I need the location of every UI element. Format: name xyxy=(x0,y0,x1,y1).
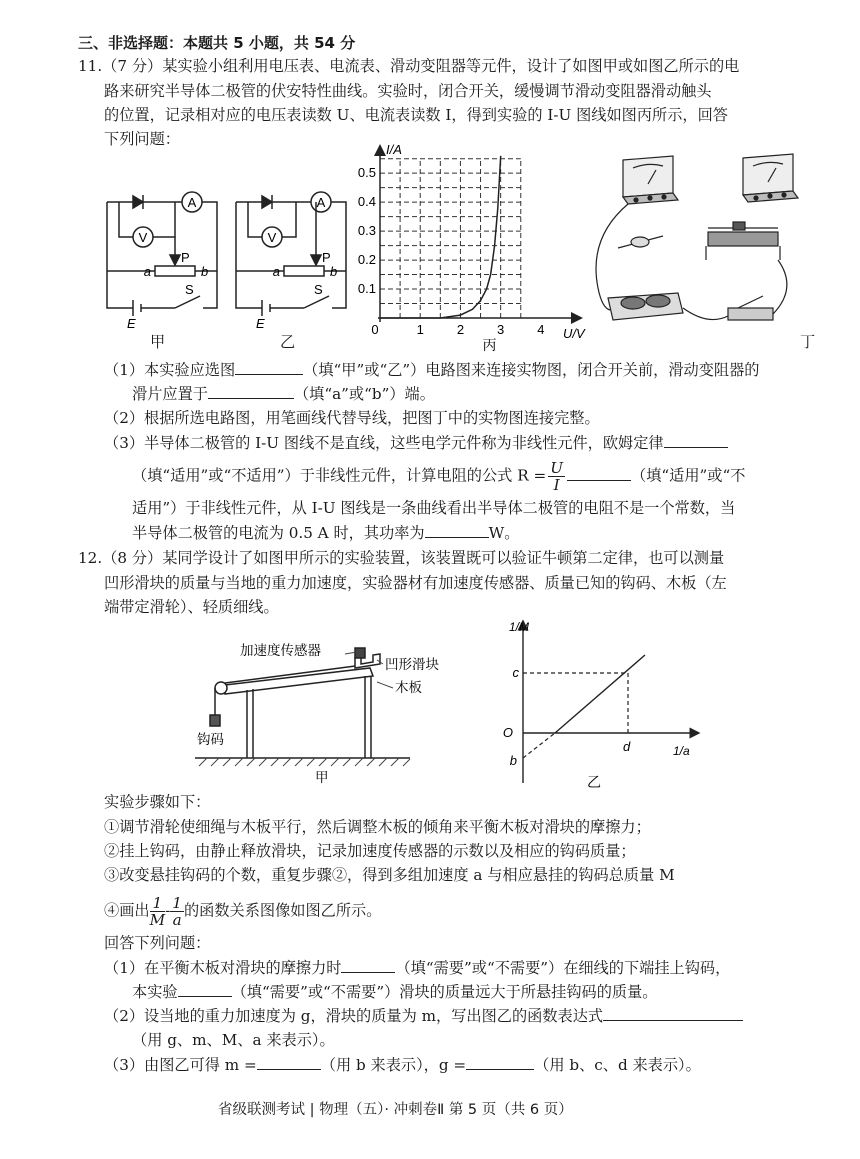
fig-bing-caption: 丙 xyxy=(482,337,497,353)
q11-part2: （2）根据所选电路图，用笔画线代替导线，把图丁中的实物图连接完整。 xyxy=(104,409,600,427)
source-label-yi: E xyxy=(256,316,265,331)
ammeter-label: A xyxy=(187,195,197,210)
r-formula-denominator: I xyxy=(553,476,560,494)
q11-p1-text-d: （填“a”或“b”）端。 xyxy=(293,385,435,403)
slider-p-label-yi: P xyxy=(322,250,331,265)
fig-jia-caption-q12: 甲 xyxy=(315,770,329,785)
ammeter-label-yi: A xyxy=(316,195,326,210)
q11-p3-answer-blank-3[interactable] xyxy=(425,522,489,538)
q11-part3-line4 xyxy=(132,522,519,543)
switch-label: S xyxy=(185,282,194,297)
q12-p1-text-c: 本实验 xyxy=(132,983,178,1001)
end-b-label: b xyxy=(201,264,209,279)
q11-p3-text-f: W。 xyxy=(488,524,520,542)
answer-title: 回答下列问题： xyxy=(104,934,211,952)
q12-part1-line2 xyxy=(132,981,658,1002)
step-4-text-b: 的函数关系图像如图乙所示。 xyxy=(183,901,382,920)
voltmeter-label-yi: V xyxy=(267,230,277,245)
weight-label: 钩码 xyxy=(197,732,224,747)
iu-chart xyxy=(355,140,590,352)
sensor-label: 加速度传感器 xyxy=(240,643,321,658)
y-tick-label: 0.2 xyxy=(357,252,376,268)
slider-block-label: 凹形滑块 xyxy=(385,657,439,672)
c-label: c xyxy=(512,665,519,680)
q12-part2-line2: （用 g、m、M、a 来表示）。 xyxy=(132,1031,335,1049)
q11-intro-line-2: 路来研究半导体二极管的伏安特性曲线。实验时，闭合开关，缓慢调节滑动变阻器滑动触头 xyxy=(104,82,712,100)
q12-p1-answer-blank-1[interactable] xyxy=(341,957,395,973)
q11-intro-line-3: 的位置，记录相对应的电压表读数 U、电流表读数 I，得到实验的 I-U 图线如图丙所示，回答 xyxy=(104,106,728,124)
q12-p1-text-d: （填“需要”或“不需要”）滑块的质量远大于所悬挂钩码的质量。 xyxy=(231,983,658,1001)
steps-title: 实验步骤如下： xyxy=(104,793,211,811)
q11-p3-answer-blank-2[interactable] xyxy=(567,465,631,481)
fig-ding-caption: 丁 xyxy=(800,333,816,351)
end-b-label-yi: b xyxy=(330,264,338,279)
step-2: ②挂上钩码，由静止释放滑块，记录加速度传感器的示数以及相应的钩码质量； xyxy=(104,842,636,860)
inverse-graph-yi xyxy=(495,615,710,795)
x-tick-label: 0 xyxy=(371,322,379,337)
origin-label: O xyxy=(502,725,513,740)
voltmeter-label: V xyxy=(138,230,148,245)
real-apparatus-picture xyxy=(588,148,818,338)
q11-part3-line3: 适用”）于非线性元件，从 I-U 图线是一条曲线看出半导体二极管的电阻不是一个常数，当 xyxy=(132,499,736,517)
q11-p1-text-c: 滑片应置于 xyxy=(132,385,208,403)
y-tick-label: 0.3 xyxy=(357,223,376,239)
r-formula-numerator: U xyxy=(550,459,563,477)
q12-part3 xyxy=(104,1054,701,1075)
q12-intro-line-2: 凹形滑块的质量与当地的重力加速度，实验器材有加速度传感器、质量已知的钩码、木板（左 xyxy=(104,574,727,592)
end-a-label: a xyxy=(143,264,151,279)
q12-p3-text-a: （3）由图乙可得 m = xyxy=(104,1056,257,1074)
q12-p3-text-b: （用 b 来表示），g = xyxy=(320,1056,467,1074)
q12-intro-line-1: 12.（8 分）某同学设计了如图甲所示的实验装置，该装置既可以验证牛顿第二定律，也可以测量 xyxy=(78,549,725,567)
q11-p3-text-a: （3）半导体二极管的 I-U 图线不是直线，这些电学元件称为非线性元件，欧姆定律 xyxy=(104,434,664,452)
q11-p3-text-e: 半导体二极管的电流为 0.5 A 时，其功率为 xyxy=(132,524,425,542)
y-tick-label: 0.4 xyxy=(357,194,376,210)
fig-yi-caption: 乙 xyxy=(280,333,296,351)
q11-part1-line2 xyxy=(132,383,435,404)
page-footer: 省级联测考试 | 物理（五）· 冲刺卷Ⅱ 第 5 页（共 6 页） xyxy=(218,1102,573,1118)
y-axis-label: 1/M xyxy=(509,620,530,634)
apparatus-jia-diagram xyxy=(195,630,439,785)
x-tick-label: 1 xyxy=(416,322,424,337)
q12-part1-line1 xyxy=(104,957,730,978)
q12-intro-line-3: 端带定滑轮）、轻质细线。 xyxy=(104,598,279,616)
y-tick-label: 0.5 xyxy=(357,165,376,181)
q12-p3-text-c: （用 b、c、d 来表示）。 xyxy=(534,1056,701,1074)
step-4: ④画出 $\frac{1}{M}$ - $\frac{1}{a}$ 的函数关系图像如图乙所示。 xyxy=(104,894,382,929)
source-label: E xyxy=(127,316,136,331)
fig-yi-caption-q12: 乙 xyxy=(587,774,601,790)
q11-intro-line-1: 11.（7 分）某实验小组利用电压表、电流表、滑动变阻器等元件，设计了如图甲或如图乙所示的电 xyxy=(78,57,740,75)
switch-label-yi: S xyxy=(314,282,323,297)
x-tick-label: 2 xyxy=(456,322,465,337)
x-axis-label: U/V xyxy=(563,326,585,341)
circuit-jia-diagram xyxy=(95,180,230,330)
y-axis-label: I/A xyxy=(386,142,402,157)
step-1: ①调节滑轮使细绳与木板平行，然后调整木板的倾角来平衡木板对滑块的摩擦力； xyxy=(104,818,651,836)
end-a-label-yi: a xyxy=(272,264,280,279)
q11-part3-line1 xyxy=(104,432,728,453)
q11-p3-text-c: （填“适用”或“不 xyxy=(631,466,746,485)
q11-intro-line-4: 下列问题： xyxy=(104,130,180,148)
q11-part1-line1 xyxy=(104,359,759,380)
y-tick-label: 0.1 xyxy=(357,281,376,297)
q11-p1-answer-blank-2[interactable] xyxy=(208,383,294,399)
slider-p-label: P xyxy=(181,250,190,265)
fraction-one-over-m: $\frac{1}{M}$ xyxy=(149,894,166,929)
q11-p3-text-b: （填“适用”或“不适用”）于非线性元件，计算电阻的公式 R = xyxy=(132,466,547,485)
d-label: d xyxy=(623,739,631,754)
q12-part2-line1 xyxy=(104,1005,743,1026)
b-label: b xyxy=(509,753,517,768)
q12-p1-text-a: （1）在平衡木板对滑块的摩擦力时 xyxy=(104,959,342,977)
x-axis-label: 1/a xyxy=(673,744,690,758)
fraction-one-over-a: $\frac{1}{a}$ xyxy=(172,894,182,929)
q11-p1-text-b: （填“甲”或“乙”）电路图来连接实物图，闭合开关前，滑动变阻器的 xyxy=(303,361,760,379)
q12-p1-answer-blank-2[interactable] xyxy=(178,981,232,997)
q12-p1-text-b: （填“需要”或“不需要”）在细线的下端挂上钩码， xyxy=(395,959,731,977)
x-tick-label: 4 xyxy=(537,322,545,337)
x-tick-label: 3 xyxy=(497,322,505,337)
circuit-yi-diagram xyxy=(224,180,359,330)
q12-p2-answer-blank[interactable] xyxy=(603,1005,743,1021)
q11-p1-answer-blank-1[interactable] xyxy=(235,359,303,375)
step-3: ③改变悬挂钩码的个数，重复步骤②，得到多组加速度 a 与相应悬挂的钩码总质量 M xyxy=(104,866,675,884)
section-title: 三、非选择题：本题共 5 小题，共 54 分 xyxy=(78,34,356,52)
q11-p1-text-a: （1）本实验应选图 xyxy=(104,361,236,379)
fig-jia-caption: 甲 xyxy=(150,333,166,351)
q11-part3-line2 xyxy=(132,460,745,493)
board-label: 木板 xyxy=(395,680,422,695)
step-4-text-a: ④画出 xyxy=(104,901,150,920)
q12-p3-answer-blank-1[interactable] xyxy=(257,1054,321,1070)
q11-p3-answer-blank-1[interactable] xyxy=(664,432,728,448)
q12-p2-text-a: （2）设当地的重力加速度为 g，滑块的质量为 m，写出图乙的函数表达式 xyxy=(104,1007,604,1025)
q12-p3-answer-blank-2[interactable] xyxy=(466,1054,534,1070)
